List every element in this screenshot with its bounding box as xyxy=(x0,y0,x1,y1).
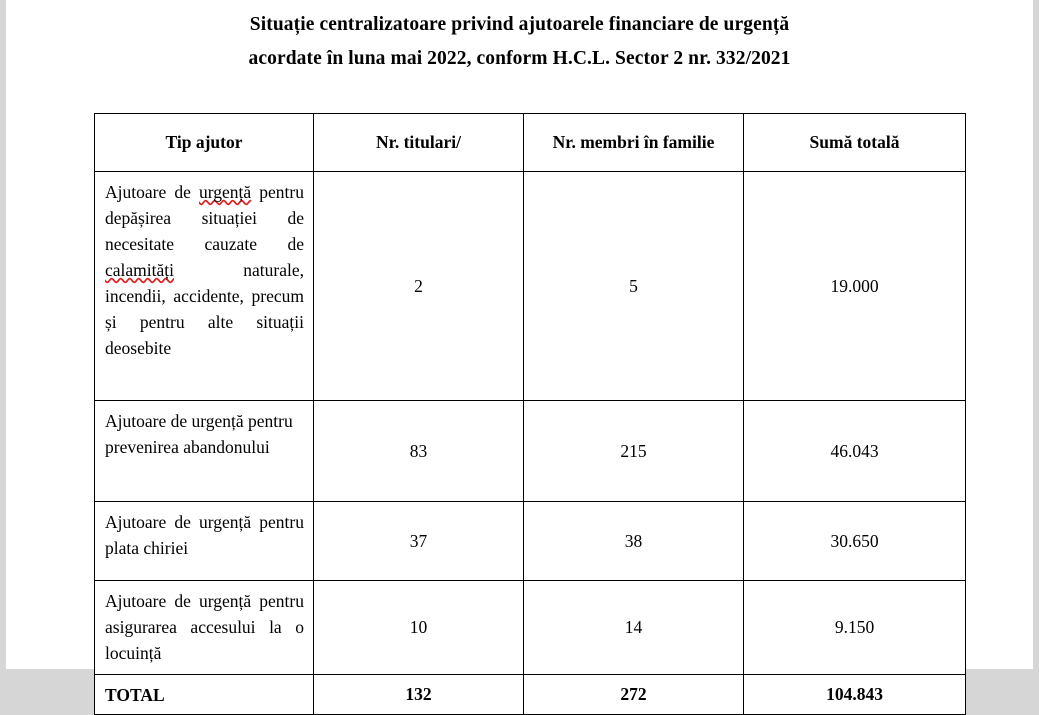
cell-total-sum: 30.650 xyxy=(744,502,966,581)
cell-aid-type: Ajutoare de urgență pentru asigurarea accesului la o locuință xyxy=(95,581,314,675)
cell-members-count: 38 xyxy=(524,502,744,581)
aid-summary-table xyxy=(94,113,966,715)
aid-type-text-part: pentru depășirea situației de necesitate cauzate de xyxy=(105,182,304,254)
cell-holders-count: 2 xyxy=(314,172,524,401)
title-line-1: Situație centralizatoare privind ajutoarele financiare de urgență xyxy=(249,14,790,35)
table-total-row xyxy=(95,675,966,715)
misspelled-word-calamitati: calamități xyxy=(105,260,174,280)
cell-total-sum: 19.000 xyxy=(744,172,966,401)
table-header-row xyxy=(95,114,966,172)
column-header-holders: Nr. titulari/ xyxy=(314,114,524,172)
cell-holders-count: 37 xyxy=(314,502,524,581)
cell-members-count: 5 xyxy=(524,172,744,401)
aid-type-text-part: naturale, incendii, accidente, precum și pentru alte situații deosebite xyxy=(105,260,304,358)
aid-type-text-part: Ajutoare de xyxy=(105,182,199,202)
table-row xyxy=(95,581,966,675)
total-sum-value: 104.843 xyxy=(744,675,966,715)
cell-total-sum: 46.043 xyxy=(744,401,966,502)
cell-total-sum: 9.150 xyxy=(744,581,966,675)
total-label: TOTAL xyxy=(95,675,314,715)
cell-members-count: 14 xyxy=(524,581,744,675)
table-row xyxy=(95,401,966,502)
column-header-members: Nr. membri în familie xyxy=(524,114,744,172)
cell-holders-count: 10 xyxy=(314,581,524,675)
document-title xyxy=(6,8,1033,76)
misspelled-word-urgenta: urgență xyxy=(198,182,252,202)
cell-aid-type: Ajutoare de urgență pentru plata chiriei xyxy=(95,502,314,581)
cell-holders-count: 83 xyxy=(314,401,524,502)
total-members-count: 272 xyxy=(524,675,744,715)
table-row xyxy=(95,502,966,581)
table-row xyxy=(95,172,966,401)
cell-members-count: 215 xyxy=(524,401,744,502)
column-header-total-sum: Sumă totală xyxy=(744,114,966,172)
column-header-type: Tip ajutor xyxy=(95,114,314,172)
cell-aid-type: Ajutoare de urgență pentru prevenirea abandonului xyxy=(95,401,314,502)
cell-aid-type xyxy=(95,172,314,401)
document-page xyxy=(6,0,1033,705)
total-holders-count: 132 xyxy=(314,675,524,715)
title-line-2: acordate în luna mai 2022, conform H.C.L. Sector 2 nr. 332/2021 xyxy=(248,48,791,69)
